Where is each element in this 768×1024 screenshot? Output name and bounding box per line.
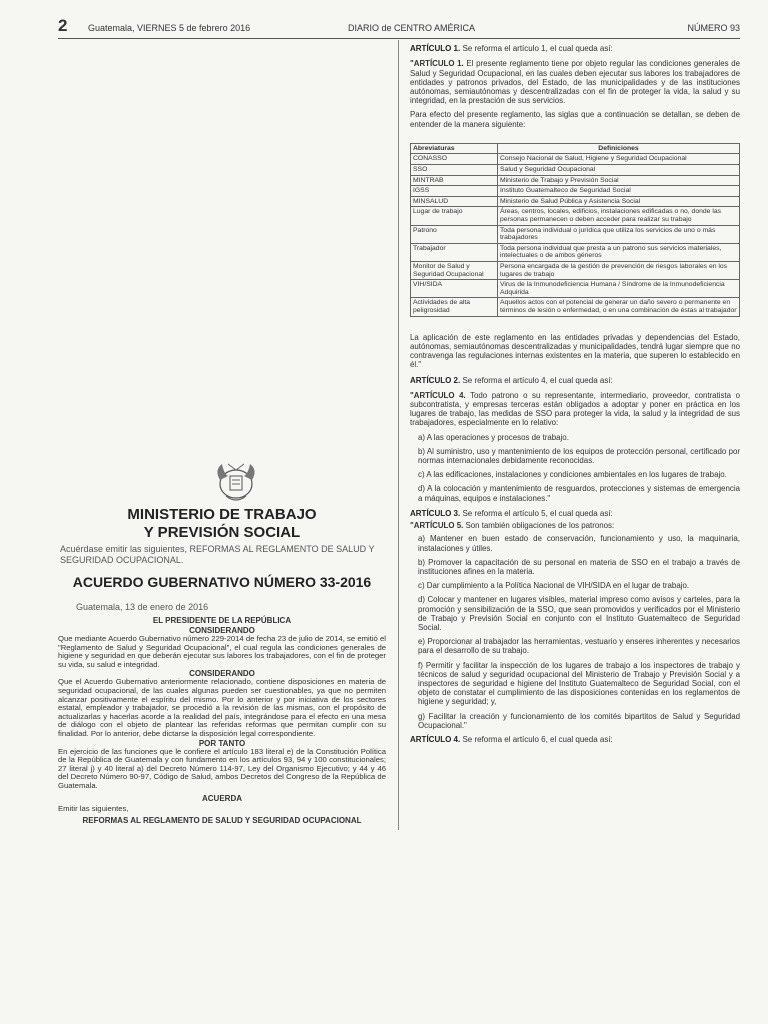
por-tanto-heading: POR TANTO — [198, 738, 246, 748]
table-row — [411, 186, 740, 197]
definitions-table — [410, 143, 740, 317]
abbreviation-cell: SSO — [411, 165, 498, 176]
definition-cell: Áreas, centros, locales, edificios, instalaciones edificadas o no, donde las personas permanecen o deben acceder para realizar su trabajo — [498, 207, 740, 225]
right-column — [410, 44, 740, 744]
ministry-title-line2: Y PREVISIÓN SOCIAL — [143, 524, 301, 541]
list-item: b) Promover la capacitación de su personal en materia de SSO en el trabajo a través de instituciones afines en la materia. — [418, 557, 740, 576]
article-1-quote — [410, 59, 740, 105]
article-4-label: ARTÍCULO 4. — [410, 735, 461, 745]
issue-date: Guatemala, VIERNES 5 de febrero 2016 — [88, 23, 251, 33]
table-row — [411, 175, 740, 186]
table-body — [411, 154, 740, 316]
article-1-label: ARTÍCULO 1. — [410, 44, 461, 53]
page-number: 2 — [58, 16, 68, 35]
definition-cell: Salud y Seguridad Ocupacional — [498, 165, 740, 176]
article-1-siglas: Para efecto del presente reglamento, las siglas que a continuación se detallan, se deben de entender de la manera siguiente: — [410, 110, 740, 129]
table-header-cell: Definiciones — [498, 143, 740, 154]
article-1-quote-label: "ARTÍCULO 1. — [410, 59, 464, 69]
abbreviation-cell: Patrono — [411, 225, 498, 243]
reformas-title: REFORMAS AL REGLAMENTO DE SALUD Y SEGURIDAD OCUPACIONAL — [82, 816, 362, 826]
article-1-quote-text: El presente reglamento tiene por objeto regular las condiciones generales de Salud y Seguridad Ocupacional, en las cuales deben ejecutar sus labores los trabajadores de entidades y patronos privados, del Estado, de las municipalidades y de las instituciones autónomas, semiautónomas y descentralizadas con el fin de proteger la vida, la salud y su integridad, en la prestación de sus servicios. — [410, 59, 740, 106]
page-header — [58, 16, 740, 38]
considerando-heading-1: CONSIDERANDO — [189, 626, 255, 635]
abbreviation-cell: Trabajador — [411, 243, 498, 261]
article-5-items — [418, 534, 740, 730]
coat-of-arms-seal — [208, 458, 264, 510]
issue-number: NÚMERO 93 — [687, 23, 740, 33]
table-header-cell: Abreviaturas — [411, 143, 498, 154]
newspaper-name: DIARIO de CENTRO AMÉRICA — [348, 23, 476, 33]
list-item: a) Mantener en buen estado de conservación, funcionamiento y uso, la maquinaria, instalaciones y útiles. — [418, 534, 740, 553]
considerando-heading-2: CONSIDERANDO — [189, 669, 255, 679]
article-5-quote-label: "ARTÍCULO 5. — [410, 521, 464, 531]
abbreviation-cell: Lugar de trabajo — [411, 207, 498, 225]
table-row — [411, 280, 740, 298]
table-row — [411, 225, 740, 243]
definition-cell: Ministerio de Salud Pública y Asistencia Social — [498, 196, 740, 207]
list-item: d) A la colocación y mantenimiento de resguardos, protecciones y sistemas de emergencia a máquinas, equipos e instalaciones." — [418, 484, 740, 503]
por-tanto-text: En ejercicio de las funciones que le confiere el artículo 183 literal e) de la Constitución Política de la República de Guatemala y con fundamento en los artículos 93, 94 y 100 constitucionales; 27 literal j) y 40 literal a) del Decreto Número 114-97, Ley del Organismo Ejecutivo; y 44 y 46 del Decreto Número 90-97, Código de Salud, ambos Decretos del Congreso de la República de Guatemala. — [58, 746, 386, 790]
definition-cell: Persona encargada de la gestión de prevención de riesgos laborales en los lugares de trabajo — [498, 261, 740, 279]
article-3-label: ARTÍCULO 3. — [410, 508, 461, 518]
emitir-text: Emitir las siguientes, — [58, 803, 129, 813]
table-row — [411, 207, 740, 225]
considerando-text-1: Que mediante Acuerdo Gubernativo número 229-2014 de fecha 23 de julio de 2014, se emitió el "Reglamento de Salud y Seguridad Ocupacional", el cual regula las condiciones generales de higiene y seguridad en que deberán ejecutar sus labores los trabajadores, con el fin de proteger su vida, su salud e integridad. — [58, 634, 386, 669]
abbreviation-cell: VIH/SIDA — [411, 280, 498, 298]
abbreviation-cell: CONASSO — [411, 154, 498, 165]
table-row — [411, 243, 740, 261]
article-4-intro-text: Se reforma el artículo 6, el cual queda así: — [460, 735, 613, 745]
list-item: c) Dar cumplimiento a la Política Nacional de VIH/SIDA en el lugar de trabajo. — [418, 581, 690, 591]
article-4-quote — [410, 391, 740, 428]
header-rule — [58, 38, 740, 39]
table-row — [411, 196, 740, 207]
list-item: c) A las edificaciones, instalaciones y condiciones ambientales en los lugares de trabajo. — [418, 470, 727, 480]
article-4-items — [418, 433, 740, 503]
table-row — [411, 261, 740, 279]
abbreviation-cell: Monitor de Salud y Seguridad Ocupacional — [411, 261, 498, 279]
list-item: f) Permitir y facilitar la inspección de los lugares de trabajo a los inspectores de trabajo y técnicos de salud y seguridad ocupacional del Ministerio de Trabajo y Previsión Social y a inspectores de seguridad e higiene del Instituto Guatemalteco de Seguridad Social, con el objeto de constatar el cumplimiento de las disposiciones contenidas en los reglamentos de higiene y seguridad; y, — [418, 660, 740, 707]
article-2-intro-text: Se reforma el artículo 4, el cual queda así: — [460, 376, 613, 386]
list-item: e) Proporcionar al trabajador las herramientas, vestuario y enseres inherentes y necesarios para el desarrollo de su trabajo. — [418, 637, 740, 656]
considerando-text-2: Que el Acuerdo Gubernativo anteriormente relacionado, contiene disposiciones en materia de seguridad ocupacional, de las cuales algunas pueden ser cuestionables, ya que no permiten alcanzar positivamente el espíritu del mismo. Por lo anterior y por iniciativa de los sectores estatal, empleador y trabajador, se procedió a la revisión de las mismas, con el propósito de actualizarlas y hacerlas acorde a la realidad del país, integrándose para el efecto en una mesa de diálogo con el objeto de plantear las referidas reformas que permitan cumplir con su finalidad. Por lo anterior, debe dictarse la disposición legal correspondiente. — [58, 677, 386, 738]
article-3-intro-text: Se reforma el artículo 5, el cual queda así: — [460, 508, 613, 518]
article-5-quote — [410, 521, 740, 530]
acuerda-heading: ACUERDA — [202, 793, 242, 803]
article-3-intro — [410, 509, 740, 518]
list-item: g) Facilitar la creación y funcionamiento de los comités bipartitos de Salud y Seguridad Ocupacional." — [418, 711, 740, 730]
article-1-intro — [410, 44, 740, 53]
article-1-close: La aplicación de este reglamento en las entidades privadas y dependencias del Estado, autónomas, semiautónomas descentralizadas y municipalidades, tendrá lugar siempre que no contravenga las regulaciones internas existentes en la materia, que superen lo establecido en él." — [410, 332, 740, 370]
ministry-title-line1: MINISTERIO DE TRABAJO — [127, 506, 317, 523]
definition-cell: Toda persona individual o jurídica que utiliza los servicios de uno o más trabajadores — [498, 225, 740, 243]
article-4-intro — [410, 735, 740, 744]
acuerdo-title: ACUERDO GUBERNATIVO NÚMERO 33-2016 — [72, 574, 372, 590]
table-header-row — [411, 143, 740, 154]
definition-cell: Instituto Guatemalteco de Seguridad Social — [498, 186, 740, 197]
abbreviation-cell: IGSS — [411, 186, 498, 197]
article-5-quote-text: Son también obligaciones de los patronos: — [463, 521, 615, 531]
definition-cell: Consejo Nacional de Salud, Higiene y Seguridad Ocupacional — [498, 154, 740, 165]
abbreviation-cell: MINTRAB — [411, 175, 498, 186]
ministry-title — [58, 506, 386, 542]
abbreviation-cell: Actividades de alta peligrosidad — [411, 298, 498, 316]
decree-intro: Acuérdase emitir las siguientes, REFORMAS AL REGLAMENTO DE SALUD Y SEGURIDAD OCUPACIONAL. — [60, 544, 375, 565]
article-4-quote-text: Todo patrono o su representante, intermediario, proveedor, contratista o subcontratista, y empresas terceras están obligados a adoptar y poner en práctica en los lugares de trabajo, las medidas de SSO para proteger la vida, la salud y la integridad de sus trabajadores, especialmente en lo relativo: — [410, 390, 740, 428]
definition-cell: Ministerio de Trabajo y Previsión Social — [498, 175, 740, 186]
table-row — [411, 154, 740, 165]
table-row — [411, 165, 740, 176]
list-item: b) Al suministro, uso y mantenimiento de los equipos de protección personal, certificado por normas internacionales debidamente reconocidas. — [418, 446, 740, 465]
abbreviation-cell: MINSALUD — [411, 196, 498, 207]
list-item: a) A las operaciones y procesos de trabajo. — [418, 432, 569, 442]
column-divider — [398, 40, 399, 830]
president-heading: EL PRESIDENTE DE LA REPÚBLICA — [152, 616, 292, 625]
table-row — [411, 298, 740, 316]
article-2-label: ARTÍCULO 2. — [410, 376, 461, 386]
article-1-intro-text: Se reforma el artículo 1, el cual queda así: — [460, 44, 613, 53]
definition-cell: Toda persona individual que presta a un patrono sus servicios materiales, intelectuales o de ambos géneros — [498, 243, 740, 261]
article-2-intro — [410, 376, 740, 385]
definition-cell: Aquellos actos con el potencial de generar un daño severo o permanente en términos de lesión o enfermedad, o en una combinación de éstas al trabajador — [498, 298, 740, 316]
article-4-quote-label: "ARTÍCULO 4. — [410, 390, 466, 400]
decree-date: Guatemala, 13 de enero de 2016 — [76, 602, 209, 612]
definition-cell: Virus de la Inmunodeficiencia Humana / Síndrome de la Inmunodeficiencia Adquirida — [498, 280, 740, 298]
list-item: d) Colocar y mantener en lugares visibles, material impreso como avisos y carteles, para la promoción y sensibilización de la SSO, que sean promovidos y verificados por el Ministerio de Trabajo y Previsión Social en conjunto con el Instituto Guatemalteco de Seguridad Social. — [418, 595, 740, 632]
